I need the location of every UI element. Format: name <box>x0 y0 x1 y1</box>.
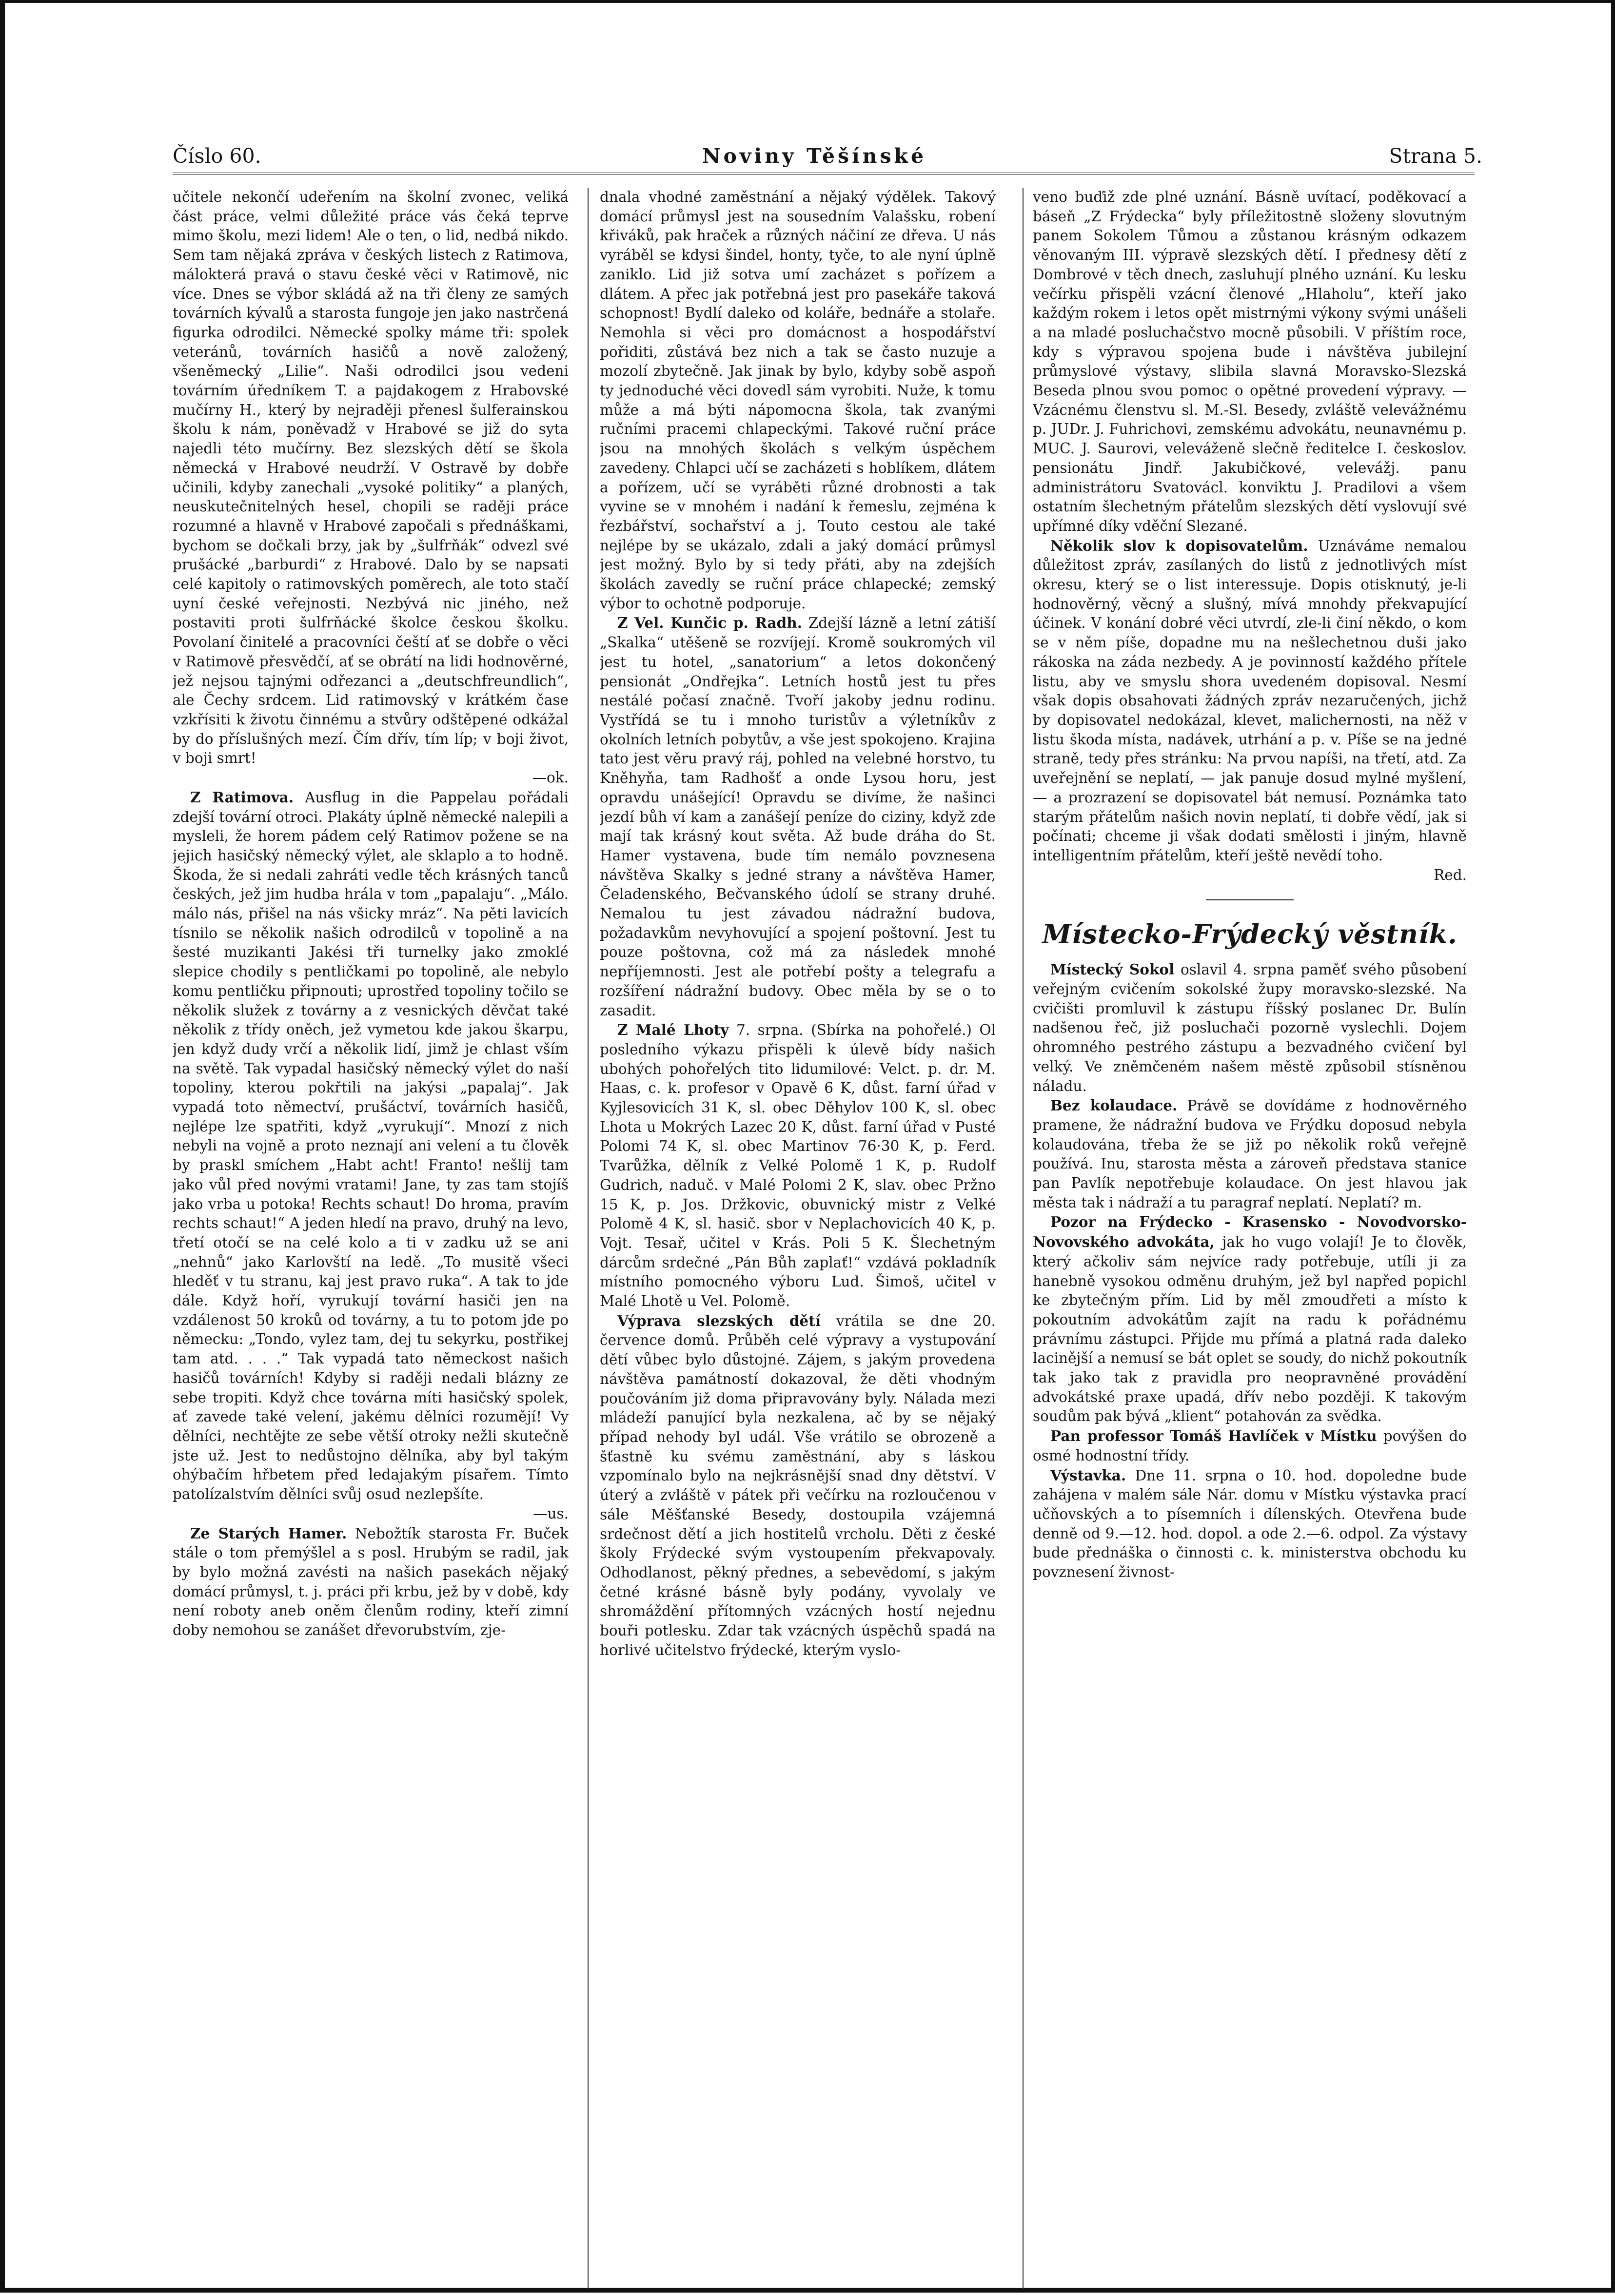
article-text: Ausflug in die Pappelau pořádali zdejší tovární otroci. Plakáty úplně německé nalepili a mysleli, že horem pádem celý Ratimov požene se na jejich hasičský německý výlet, ale sklaplo a to hodně. Škoda, že si nedali zahráti vedle těch krásných tanců českých, jež jim hudba hrála v tom „papalaju“. „Málo. málo nás, přišel na nás všicky mráz“. Na pěti lavicích tísnilo se několik našich odrodilců v topolině a na šesté muzikanti Jakési tři turnelky jako zmoklé slepice chodily s pentličkami po topolině, ale nebylo komu pentličku připnouti; uprostřed topoliny točilo se několik služek z továrny a z vesnických děvčat také několik z třídy oněch, jež vymetou kde jakou škarpu, jen když dudy vrčí a několik lidí, jimž je chlast vším na světě. Tak vypadal hasičský německý výlet do naší topoliny, kterou pokřtili na jakýsi „papalaj“. Jak vypadá toto němectví, prušáctví, továrních hasičů, nejlépe lze spatřiti, když „vyrukují“. Mnozí z nich nebyli na vojně a proto neznají ani velení a tu člověk by praskl smíchem „Habt acht! Franto! nešlij tam jako vůl před novými vratami! Jane, ty zas tam stojíš jako vrba u potoka! Rechts schaut! Do hroma, pravím rechts schaut!“ A jeden hledí na pravo, druhý na levo, třetí otočí se na celé kolo a ti v zadku už se ani „nehnů“ jako Karlovští na ledě. „To musitě všeci hleděť v tu stranu, kaj jest pravo ruka“. A tak to jde dále. Když hoří, vyrukují tovární hasiči jen na vzdálenost 50 kroků od továrny, a tu to potom jde po německu: „Tondo, vylez tam, dej tu sekyrku, postřikej tam atd. . . .“ Tak vypadá tato německost našich hasičů továrních! Kdyby si raději nedali blázny ze sebe tropiti. Když chce továrna míti hasičský spolek, ať zavede také velení, jakému dělníci rozumějí! Vy dělníci, nechtějte ze sebe větší otroky nežli skutečně jste už. Jest to nedůstojno dělníka, aby byl takým ohýbačím hřbetem před ledajakým písařem. Tímto patolízalstvím dělníci svůj osud nezlepšíte. <box>173 789 569 1503</box>
article-paragraph <box>173 1524 569 1640</box>
article-text: Právě se dovídáme z hodnověrného pramene, že nádražní budova ve Frýdku doposud nebyla kolaudována, třeba že se již po několik roků veřejně používá. Inu, starosta města a zároveň představa stanice pan Pavlík nepotřebuje kolaudace. On jest hlavou jak města tak i nádraží a tu paragraf neplatí. Neplatí? m. <box>1033 1097 1467 1211</box>
article-text: oslavil 4. srpna paměť svého působení veřejným cvičením sokolské župy moravsko-slezské. Na cvičišti promluvil k zástupu říšský poslanec Dr. Bulín nadšenou řeč, již posluchači pozorně vyslechli. Dojem ohromného pestrého zástupu a bezvadného cvičení byl velký. Ve zněmčeném našem městě způsobil stísněnou náladu. <box>1033 961 1467 1094</box>
article-text: učitele nekončí udeřením na školní zvonec, veliká část práce, velmi důležité práce vás čeká teprve mimo školu, mezi lidem! Ale o ten, o lid, nedbá nikdo. Sem tam nějaká zpráva v českých listech z Ratimova, málokterá pravá o stavu české věci v Ratimově, nic více. Dnes se výbor skládá až na tři členy ze samých továrních kývalů a starosta fungoje jen jako nastrčená figurka odrodilci. Německé spolky máme tři: spolek veteránů, továrních hasičů a nově založený, všeněmecký „Lilie“. Naši odrodilci jsou vedeni továrním úředníkem T. a pajdakogem z Hrabovské mučírny H., který by nejraději přenesl šulferainskou školu k nám, poněvadž v Hrabové se již do syta najedli této mučírny. Bez slezských dětí se škola německá v Hrabové neudrží. V Ostravě by dobře učinili, kdyby zanechali „vysoké politiky“ a planých, neuskutečnitelných hesel, chopili se raději práce rozumné a hlavně v Hrabové započali s přednáškami, bychom se dočkali brzy, jak by „šulfrňák“ odvezl své prušácké „barburdi“ z Hrabové. Dalo by se napsati celé kapitoly o ratimovských poměrech, ale toto stačí uyní české veřejnosti. Nezbývá nic jiného, než postaviti proti šulfrňácké školce českou školku. Povolaní činitelé a pracovníci čeští ať se dobře o věci v Ratimově přesvědčí, ať se obrátí na lidi hodnověrné, jež nejsou tajnými odřezanci a „deutschfreundlich“, ale Čechy srdcem. Lid ratimovský v krátkém čase vzkřísiti k životu činnému a stvůry odštěpené odkážal by do příslušných mezí. Čím dřív, tím líp; v boji život, v boji smrt! <box>173 189 569 767</box>
article-text: Uznáváme nemalou důležitost zpráv, zasílaných do listů z jednotlivých míst okresu, který se o list interessuje. Dopis otisknutý, je-li hodnověrný, věcný a slušný, mívá mnohdy překvapující účinek. V konání dobré věci utvrdí, zle-li činí někdo, o kom se v něm píše, dopadne mu na nešlechetnou duši jako rákoska na záda nezbedy. A je povinností každého přítele listu, aby ve smyslu shora uvedeném dopisoval. Nesmí však dopis obsahovati žádných zpráv nezaručených, jichž by dopisovatel nedokázal, klevet, malichernosti, na něž v listu škoda místa, nadávek, utrhání a p. v. Píše se na jedné straně, tedy přes stránku: Na prvou napíši, na třetí, atd. Za uveřejnění se neplatí, — jak panuje dosud mylné myšlení, — a prozrazení se dopisovatel bát nemusí. Poznámka tato starým přátelům našich novin neplatí, ti dobře vědí, jak si počínati; chceme ji však dodati smělosti i jiným, hlavně intelligentním přátelům, kteří ještě nevědí toho. <box>1033 537 1467 864</box>
signature: Red. <box>1434 866 1467 883</box>
section-divider <box>1206 899 1294 900</box>
article-heading: Z Ratimova. <box>190 788 294 806</box>
page-header <box>161 141 1482 171</box>
article-heading: Výprava slezských dětí <box>617 1312 821 1329</box>
article-text: vrátila se dne 20. července domů. Průběh celé výpravy a vystupování dětí vůbec bylo důstojné. Zájem, s jakým provedena návštěva památností dokazoval, že děti vhodným poučováním již doma připravovány byly. Nálada mezi mládeží panující byla nezkalena, ač by se nějaký případ nehody byl udál. Vše vrátilo se obrozeně a šťastně ku svému zaměstnání, aby s láskou vzpomínalo bylo na nejkrásnější snad dny dětství. V úterý a zvláště v pátek při večírku na rozloučenou v sále Měšťanské Besedy, dostoupila vzájemná srdečnost dětí a jich hostitelů vrcholu. Děti z české školy Frýdecké svým vystoupením překvapovaly. Odhodlanost, pěkný přednes, a sebevědomí, s jakým četné krásné básně byly podány, vyvolaly ve shromáždění přítomných vzácných hostí nejednu bouři potlesku. Zdar tak vzácných úspěchů spadá na horlivé učitelstvo frýdecké, kterým vyslo- <box>600 1312 996 1658</box>
newspaper-title: Noviny Těšínské <box>702 144 927 168</box>
page-number: Strana 5. <box>1389 144 1482 168</box>
signature: —ok. <box>532 769 569 786</box>
article-text: dnala vhodné zaměstnání a nějaký výdělek. Takový domácí průmysl jest na sousedním Valašsku, robení křiváků, pak hraček a různých náčiní ze dřeva. U nás vyráběl se kdysi šindel, honty, tyče, to ale nyní úplně zaniklo. Lid již sotva umí zacházet s pořízem a dlátem. A přec jak potřebná jest pro pasekáře taková schopnost! Bydlí daleko od koláře, bednáře a stolaře. Nemohla si věci pro domácnost a hospodářství pořiditi, zůstává bez nich a tak se často nuzuje a mozolí zbytečně. Jak jinak by bylo, kdyby sobě aspoň ty jednoduché věci dovedl sám vyrobiti. Nuže, k tomu může a má býti nápomocna škola, tak zvanými ručními pracemi chlapeckými. Takové ruční práce jsou na mnohých školách s velkým úspěchem zavedeny. Chlapci učí se zacházeti s hoblíkem, dlátem a pořízem, učí se vyráběti různé drobnosti a tak vyvine se v mnohém i nadání k řemeslu, zejména k řezbářství, sochařství a j. Touto cestou ale také nejlépe by se ukázalo, zdali a jaký domácí průmysl jest možný. Bylo by si tedy přáti, aby na zdejších školách zavedly se ruční práce chlapecké; zemský výbor to ochotně podporuje. <box>600 189 996 612</box>
article-paragraph <box>1033 1466 1467 1582</box>
article-text: povýšen do osmé hodnostní třídy. <box>1033 1428 1467 1464</box>
article-text: veno buďiž zde plné uznání. Básně uvítací, poděkovací a báseň „Z Frýdecka“ byly příležitostně složeny slovutným panem Sokolem Tůmou a zůstanou krásným odkazem věnovaným III. výpravě slezských dětí. I přednesy dětí z Dombrové v těch dnech, zasluhují plného uznání. Ku lesku večírku přispěli vzácní členové „Hlaholu“, kteří jako každým rokem i letos opět mistrnými výkony svými unášeli a na mladé posluchačstvo mocně působili. V příštím roce, kdy s výpravou spojena bude i návštěva jubilejní průmyslové výstavy, slibila slavná Moravsko-Slezská Beseda plnou svou pomoc o opětné provedení výpravy. — Vzácnému členstvu sl. M.-Sl. Besedy, zvláště velevážnému p. JUDr. J. Fuhrichovi, zemskému advokátu, neunavnému p. MUC. J. Saurovi, veleváženě slečně ředitelce I. českoslov. pensionátu Jindř. Jakubičkové, velevážj. panu administrátoru Svatovácl. konviktu J. Pradilovi a všem ostatním šlechetným přátelům slezských dětí vyslovují své upřímné díky vděční Slezané. <box>1033 189 1467 534</box>
article-heading: Z Vel. Kunčic p. Radh. <box>617 614 802 632</box>
article-paragraph <box>1033 1426 1467 1465</box>
article-heading: Ze Starých Hamer. <box>190 1524 347 1542</box>
article-heading: Výstavka. <box>1050 1466 1126 1484</box>
article-heading: Několik slov k dopisovatelům. <box>1050 537 1308 554</box>
article-heading: Bez kolaudace. <box>1050 1097 1178 1114</box>
article-paragraph <box>1033 536 1467 866</box>
article-text: Nebožtík starosta Fr. Buček stále o tom přemýšlel a s posl. Hrubým se radil, jak by bylo možná zavésti na našich pasekách nějaký domácí průmysl, t. j. práci při krbu, jež by v době, kdy není roboty aneb oněm členům rodiny, kteří zimní doby nemohou se zanášet dřevorubstvím, zje- <box>173 1525 569 1639</box>
article-text: Zdejší lázně a letní zátiší „Skalka“ utěšeně se rozvíjejí. Kromě soukromých vil jest tu hotel, „sanatorium“ a letos dokončený pensionát „Ondřejka“. Letních hostů jest tu přes nestálé počasí značně. Tvoří jakoby jednu rodinu. Vystřídá se tu i mnoho turistův a výletníkův z okolních letních pobytův, a vše jest spokojeno. Krajina tato jest věru pravý ráj, pohled na velebné horstvo, tu Kněhyňa, tam Radhošť a onde Lysou horu, jest opravdu unášející! Opravdu se divíme, že našinci jezdí bůh ví kam a zanášejí peníze do ciziny, když zde mají tak krásný kout světa. Až bude dráha do St. Hamer vystavena, bude tím nemálo povznesena návštěva Skalky s jedné strany a návštěva Hamer, Čeladenského, Bečvanského údolí se strany druhé. Nemalou tu jest závadou nádražní budova, požadavkům nevyhovující a spojení poštovní. Jest tu pouze poštovna, což má za následek mnohé nepříjemnosti. Jest ale potřebí pošty a telegrafu a rozšíření nádražní budovy. Obec měla by se o to zasadit. <box>600 615 996 1019</box>
article-heading: Pan professor Tomáš Havlíček v Místku <box>1050 1427 1377 1445</box>
article-paragraph <box>600 1311 996 1660</box>
newspaper-page <box>161 141 1482 2296</box>
signature: —us. <box>532 1505 569 1522</box>
header-rule <box>173 173 1475 176</box>
column-divider <box>588 188 589 2289</box>
column-2 <box>600 188 996 2289</box>
article-text: 7. srpna. (Sbírka na pohořelé.) Ol posledního výkazu přispěli k úlevě bídy našich ubohých pohořelých tito lidumilové: Velct. p. dr. M. Haas, c. k. profesor v Opavě 6 K, důst. farní úřad v Kyjlesovicích 31 K, sl. obec Děhylov 100 K, sl. obec Lhota u Mokrých Lazec 20 K, důst. farní úřad v Pusté Polomi 74 K, sl. obec Martinov 76·30 K, p. Ferd. Tvarůžka, dělník z Velké Polomě 1 K, p. Rudolf Gudrich, naduč. v Malé Polomi 2 K, slav. obec Pržno 15 K, p. Jos. Držkovic, obuvnický mistr z Velké Polomě 4 K, sl. hasič. sbor v Neplachovicích 40 K, p. Vojt. Tesař, učitel v Krás. Poli 5 K. Šlechetným dárcům srdečné „Pán Bůh zaplať!“ vzdává pokladník místního pomocného výboru Lud. Šimoš, učitel v Malé Lhotě u Vel. Polomě. <box>600 1022 996 1310</box>
column-divider <box>1023 188 1024 2289</box>
article-text: Dne 11. srpna o 10. hod. dopoledne bude zahájena v malém sále Nár. domu v Místku výstavka prací učňovských a to písemních i dílenských. Otevřena bude denně od 9.—12. hod. dopol. a ode 2.—6. odpol. Za výstavy bude přednáška o činnosti c. k. ministerstva obchodu ku povznesení živnost- <box>1033 1467 1467 1581</box>
article-paragraph <box>1033 960 1467 1096</box>
article-paragraph <box>1033 1212 1467 1426</box>
article-heading: Z Malé Lhoty <box>617 1021 729 1039</box>
article-paragraph <box>600 613 996 1020</box>
issue-number: Číslo 60. <box>173 144 261 168</box>
article-paragraph <box>1033 1096 1467 1212</box>
article-heading: Pozor na Frýdecko - Krasensko - Novodvorsko-Novovského advokáta, <box>1033 1213 1467 1251</box>
article-text: jak ho vugo volají! Je to člověk, který ačkoliv sám nejvíce rady potřebuje, utíli ji za hanebně vysokou odměnu druhým, jež byl napřed popichl ke zbytečným přím. Lid by měl zmoudřeti a místo k pokoutním advokátům zajít na radu k pořádnému právnímu zástupci. Přijde mu přímá a platná rada daleko lacinější a nemusí se bát oplet se soudy, do nichž pokoutník tak jako tak z pravidla pro neopravněné provádění advokátské praxe upadá, dřív nebo později. K takovým soudům pak bývá „klient“ potahován za svědka. <box>1033 1234 1467 1425</box>
article-heading: Místecký Sokol <box>1050 961 1175 978</box>
article-paragraph <box>173 788 569 1504</box>
section-title: Místecko-Frýdecký věstník. <box>1042 918 1457 950</box>
article-paragraph <box>600 1020 996 1311</box>
column-1 <box>173 188 569 2289</box>
column-3 <box>1033 188 1467 2289</box>
